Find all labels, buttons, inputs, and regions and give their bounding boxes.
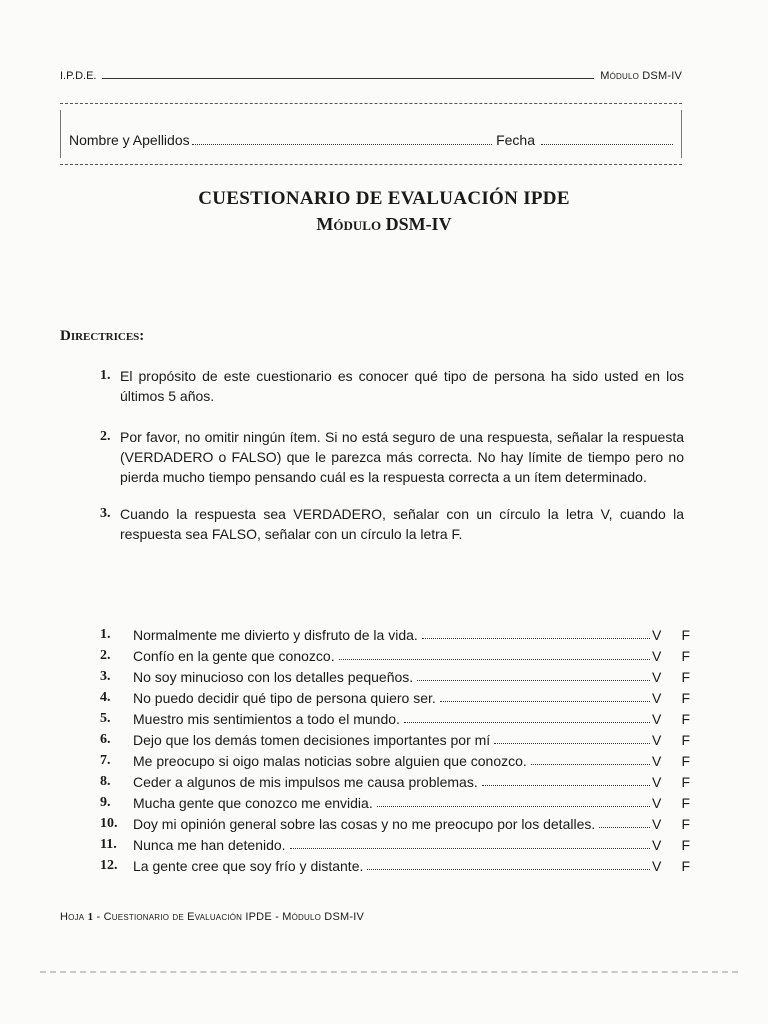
footer-title: - Cuestionario de Evaluación IPDE - Módulo DSM-IV [96, 911, 365, 923]
question-item [100, 706, 690, 727]
answer-true-option[interactable]: V [652, 732, 662, 748]
question-text: Dejo que los demás tomen decisiones importantes por mí [133, 732, 491, 748]
question-number: 10. [100, 816, 118, 831]
answer-false-option[interactable]: F [681, 669, 690, 685]
bottom-divider [40, 971, 738, 973]
question-number: 1. [100, 627, 111, 642]
question-list [100, 622, 690, 874]
question-number: 3. [100, 669, 111, 684]
name-date-row [69, 132, 673, 148]
dot-leader [290, 848, 650, 849]
question-item [100, 748, 690, 769]
answer-true-option[interactable]: V [652, 669, 662, 685]
question-text: Muestro mis sentimientos a todo el mundo. [133, 711, 400, 727]
page-header [60, 66, 682, 82]
dot-leader [339, 659, 650, 660]
question-number: 12. [100, 858, 118, 873]
answer-true-option[interactable]: V [652, 711, 662, 727]
answer-false-option[interactable]: F [681, 795, 690, 811]
question-number: 4. [100, 690, 111, 705]
answer-true-option[interactable]: V [652, 837, 662, 853]
name-date-box [60, 103, 682, 165]
directrices-heading: Directrices: [60, 328, 145, 344]
question-number: 2. [100, 648, 111, 663]
instruction-number: 2. [100, 429, 111, 444]
dot-leader [377, 806, 650, 807]
question-item [100, 622, 690, 643]
question-text: Doy mi opinión general sobre las cosas y no me preocupo por los detalles. [133, 816, 596, 832]
answer-false-option[interactable]: F [681, 753, 690, 769]
answer-true-option[interactable]: V [652, 627, 662, 643]
question-number: 8. [100, 774, 111, 789]
question-item [100, 643, 690, 664]
instruction-text: El propósito de este cuestionario es conocer qué tipo de persona ha sido usted en los últimos 5 años. [120, 368, 684, 404]
answer-false-option[interactable]: F [681, 816, 690, 832]
answer-false-option[interactable]: F [681, 711, 690, 727]
question-number: 9. [100, 795, 111, 810]
page-subtitle: Módulo DSM-IV [316, 214, 452, 234]
question-text: Normalmente me divierto y disfruto de la vida. [133, 627, 418, 643]
answer-true-option[interactable]: V [652, 648, 662, 664]
dot-leader [482, 785, 650, 786]
footer-hoja-label: Hoja [60, 911, 85, 923]
question-text: No soy minucioso con los detalles pequeños. [133, 669, 414, 685]
question-text: Mucha gente que conozco me envidia. [133, 795, 373, 811]
answer-true-option[interactable]: V [652, 816, 662, 832]
dot-leader [531, 764, 650, 765]
dot-leader [404, 722, 650, 723]
question-number: 11. [100, 837, 117, 852]
header-right-label: Módulo DSM-IV [600, 70, 682, 82]
answer-false-option[interactable]: F [681, 732, 690, 748]
instruction-item [100, 366, 684, 406]
instruction-text: Por favor, no omitir ningún ítem. Si no está seguro de una respuesta, señalar la respuesta (VERDADERO o FALSO) que le parezca más correcta. No hay límite de tiempo pero no pierda mucho tiempo pensando cuál es la respuesta correcta a un ítem determinado. [120, 429, 684, 485]
question-item [100, 664, 690, 685]
instruction-text: Cuando la respuesta sea VERDADERO, señalar con un círculo la letra V, cuando la respuesta sea FALSO, señalar con un círculo la letra F. [120, 506, 684, 542]
answer-false-option[interactable]: F [681, 648, 690, 664]
answer-false-option[interactable]: F [681, 627, 690, 643]
question-item [100, 811, 690, 832]
question-number: 6. [100, 732, 111, 747]
question-item [100, 832, 690, 853]
answer-true-option[interactable]: V [652, 774, 662, 790]
question-text: La gente cree que soy frío y distante. [133, 858, 364, 874]
answer-true-option[interactable]: V [652, 753, 662, 769]
answer-true-option[interactable]: V [652, 795, 662, 811]
page-footer [60, 911, 364, 923]
name-field[interactable] [192, 144, 492, 145]
question-item [100, 853, 690, 874]
instruction-item [100, 504, 684, 544]
dot-leader [422, 638, 650, 639]
question-text: No puedo decidir qué tipo de persona quiero ser. [133, 690, 436, 706]
answer-false-option[interactable]: F [681, 774, 690, 790]
dot-leader [417, 680, 650, 681]
instruction-item [100, 427, 684, 487]
question-number: 5. [100, 711, 111, 726]
header-left-label: I.P.D.E. [60, 70, 97, 82]
answer-true-option[interactable]: V [652, 858, 662, 874]
question-text: Nunca me han detenido. [133, 837, 286, 853]
dot-leader [599, 827, 650, 828]
date-field[interactable] [541, 144, 673, 145]
question-item [100, 790, 690, 811]
question-item [100, 685, 690, 706]
question-text: Me preocupo si oigo malas noticias sobre alguien que conozco. [133, 753, 527, 769]
answer-false-option[interactable]: F [681, 690, 690, 706]
answer-false-option[interactable]: F [681, 858, 690, 874]
question-text: Ceder a algunos de mis impulsos me causa problemas. [133, 774, 478, 790]
answer-true-option[interactable]: V [652, 690, 662, 706]
instruction-number: 3. [100, 506, 111, 521]
date-label: Fecha [496, 132, 535, 148]
question-item [100, 769, 690, 790]
dot-leader [494, 743, 650, 744]
name-label: Nombre y Apellidos [69, 132, 190, 148]
dot-leader [440, 701, 650, 702]
page-title: CUESTIONARIO DE EVALUACIÓN IPDE [198, 188, 570, 209]
question-item [100, 727, 690, 748]
footer-page-number: 1 [87, 911, 94, 923]
header-rule [102, 77, 594, 79]
dot-leader [367, 869, 650, 870]
instruction-number: 1. [100, 368, 111, 383]
question-number: 7. [100, 753, 111, 768]
question-text: Confío en la gente que conozco. [133, 648, 335, 664]
answer-false-option[interactable]: F [681, 837, 690, 853]
